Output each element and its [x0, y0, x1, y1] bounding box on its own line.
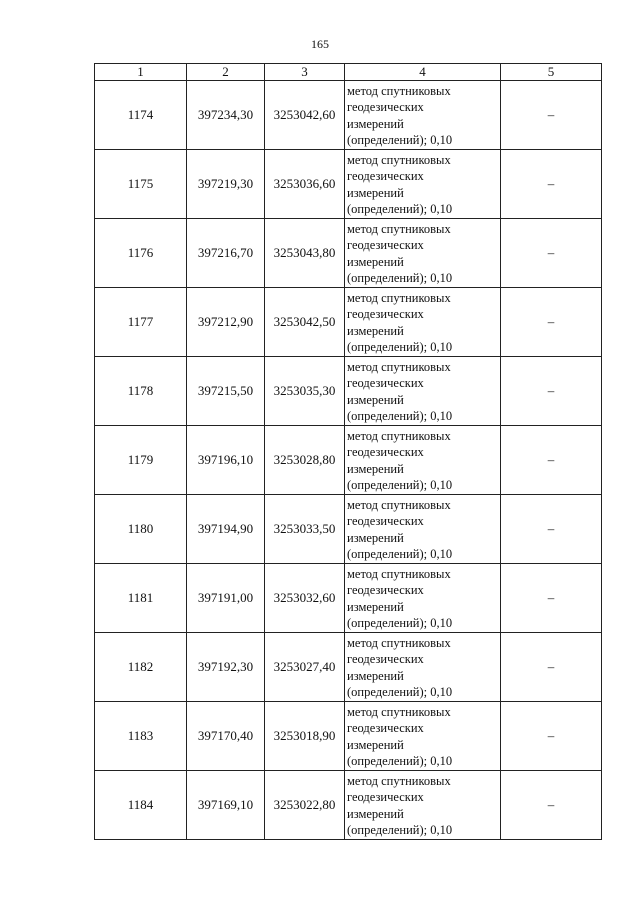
point-number-cell: 1174 [95, 81, 187, 150]
y-coordinate-cell: 3253022,80 [265, 771, 345, 840]
method-line: (определений); 0,10 [347, 201, 453, 216]
table-row [95, 288, 602, 357]
method-line: метод спутниковых [347, 291, 451, 305]
method-line: (определений); 0,10 [347, 753, 453, 768]
method-line: измерений [347, 116, 404, 131]
method-line: метод спутниковых [347, 360, 451, 374]
method-line: (определений); 0,10 [347, 408, 453, 423]
table-body [95, 81, 602, 840]
header-col-2: 2 [187, 64, 265, 81]
y-coordinate-cell: 3253035,30 [265, 357, 345, 426]
table-row [95, 150, 602, 219]
header-col-4: 4 [345, 64, 501, 81]
point-number-cell: 1182 [95, 633, 187, 702]
method-line: (определений); 0,10 [347, 684, 453, 699]
note-cell: – [501, 426, 602, 495]
method-line: метод спутниковых [347, 705, 451, 719]
x-coordinate-cell: 397192,30 [187, 633, 265, 702]
header-col-3: 3 [265, 64, 345, 81]
point-number-cell: 1178 [95, 357, 187, 426]
method-line: геодезических [347, 652, 424, 667]
note-cell: – [501, 150, 602, 219]
method-cell [345, 81, 501, 150]
method-line: геодезических [347, 307, 424, 322]
table-row [95, 702, 602, 771]
method-line: геодезических [347, 445, 424, 460]
method-line: (определений); 0,10 [347, 477, 453, 492]
method-cell [345, 426, 501, 495]
method-line: метод спутниковых [347, 429, 451, 443]
x-coordinate-cell: 397169,10 [187, 771, 265, 840]
method-cell [345, 288, 501, 357]
method-line: геодезических [347, 514, 424, 529]
method-line: измерений [347, 530, 404, 545]
note-cell: – [501, 771, 602, 840]
point-number-cell: 1176 [95, 219, 187, 288]
header-col-1: 1 [95, 64, 187, 81]
y-coordinate-cell: 3253042,50 [265, 288, 345, 357]
method-line: метод спутниковых [347, 84, 451, 98]
point-number-cell: 1179 [95, 426, 187, 495]
method-line: геодезических [347, 169, 424, 184]
note-cell: – [501, 288, 602, 357]
x-coordinate-cell: 397191,00 [187, 564, 265, 633]
method-line: (определений); 0,10 [347, 132, 453, 147]
method-cell [345, 771, 501, 840]
method-line: измерений [347, 668, 404, 683]
y-coordinate-cell: 3253018,90 [265, 702, 345, 771]
method-cell [345, 633, 501, 702]
x-coordinate-cell: 397219,30 [187, 150, 265, 219]
note-cell: – [501, 219, 602, 288]
note-cell: – [501, 495, 602, 564]
y-coordinate-cell: 3253032,60 [265, 564, 345, 633]
table-row [95, 495, 602, 564]
header-col-5: 5 [501, 64, 602, 81]
table-header-row [95, 64, 602, 81]
table-row [95, 426, 602, 495]
method-line: геодезических [347, 721, 424, 736]
method-cell [345, 357, 501, 426]
note-cell: – [501, 564, 602, 633]
method-line: измерений [347, 599, 404, 614]
method-line: (определений); 0,10 [347, 546, 453, 561]
method-line: (определений); 0,10 [347, 270, 453, 285]
method-line: измерений [347, 737, 404, 752]
method-line: измерений [347, 461, 404, 476]
method-cell [345, 702, 501, 771]
x-coordinate-cell: 397196,10 [187, 426, 265, 495]
point-number-cell: 1184 [95, 771, 187, 840]
x-coordinate-cell: 397234,30 [187, 81, 265, 150]
table-row [95, 564, 602, 633]
method-line: метод спутниковых [347, 567, 451, 581]
method-line: (определений); 0,10 [347, 339, 453, 354]
coordinates-table [94, 63, 602, 840]
y-coordinate-cell: 3253036,60 [265, 150, 345, 219]
page-number: 165 [311, 37, 329, 51]
method-line: измерений [347, 323, 404, 338]
method-line: метод спутниковых [347, 153, 451, 167]
point-number-cell: 1181 [95, 564, 187, 633]
method-line: (определений); 0,10 [347, 615, 453, 630]
table-row [95, 219, 602, 288]
method-line: геодезических [347, 376, 424, 391]
y-coordinate-cell: 3253027,40 [265, 633, 345, 702]
method-line: геодезических [347, 583, 424, 598]
method-line: геодезических [347, 238, 424, 253]
method-line: измерений [347, 185, 404, 200]
table-row [95, 771, 602, 840]
method-line: измерений [347, 806, 404, 821]
point-number-cell: 1183 [95, 702, 187, 771]
method-line: измерений [347, 254, 404, 269]
note-cell: – [501, 81, 602, 150]
point-number-cell: 1177 [95, 288, 187, 357]
x-coordinate-cell: 397212,90 [187, 288, 265, 357]
note-cell: – [501, 357, 602, 426]
y-coordinate-cell: 3253043,80 [265, 219, 345, 288]
point-number-cell: 1180 [95, 495, 187, 564]
y-coordinate-cell: 3253033,50 [265, 495, 345, 564]
method-cell [345, 150, 501, 219]
method-line: метод спутниковых [347, 498, 451, 512]
table-row [95, 633, 602, 702]
method-line: измерений [347, 392, 404, 407]
y-coordinate-cell: 3253042,60 [265, 81, 345, 150]
x-coordinate-cell: 397194,90 [187, 495, 265, 564]
method-line: геодезических [347, 100, 424, 115]
x-coordinate-cell: 397216,70 [187, 219, 265, 288]
method-line: метод спутниковых [347, 774, 451, 788]
method-cell [345, 495, 501, 564]
note-cell: – [501, 702, 602, 771]
x-coordinate-cell: 397215,50 [187, 357, 265, 426]
method-cell [345, 219, 501, 288]
note-cell: – [501, 633, 602, 702]
method-line: (определений); 0,10 [347, 822, 453, 837]
method-line: метод спутниковых [347, 222, 451, 236]
table-row [95, 357, 602, 426]
table-row [95, 81, 602, 150]
point-number-cell: 1175 [95, 150, 187, 219]
x-coordinate-cell: 397170,40 [187, 702, 265, 771]
y-coordinate-cell: 3253028,80 [265, 426, 345, 495]
method-line: метод спутниковых [347, 636, 451, 650]
method-cell [345, 564, 501, 633]
method-line: геодезических [347, 790, 424, 805]
